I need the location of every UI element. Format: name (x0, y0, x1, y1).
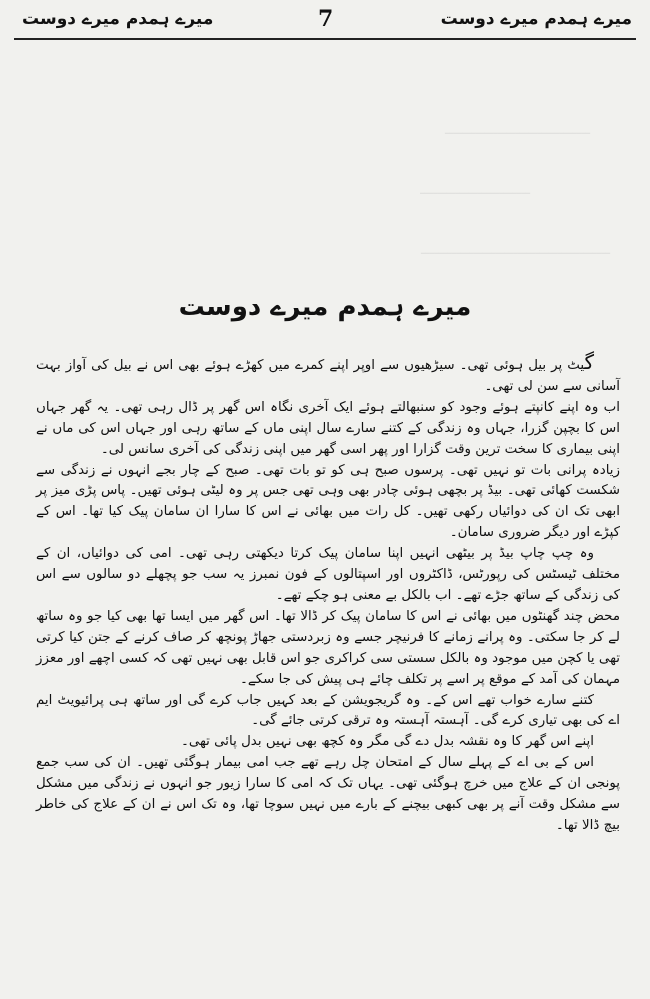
paragraph-1: گیٹ پر بیل ہوئی تھی۔ سیڑھیوں سے اوپر اپنے کمرے میں کھڑے ہوئے بھی اس نے بیل کی آواز بہت آسانی سے سن لی تھی۔ (36, 350, 620, 394)
paragraph-5: محض چند گھنٹوں میں بھائی نے اس کا سامان پیک کر ڈالا تھا۔ اس گھر میں ایسا تھا بھی کیا جو وہ ساتھ لے کر جا سکتی۔ وہ پرانے زمانے کا فرنیچر جسے وہ زبردستی جھاڑ پونچھ کر صاف کرنے کے جتن کیا کرتی تھی یا کچن میں موجود وہ بالکل سستی سی کراکری جو اس قابل بھی نہیں تھی کہ کسی اچھے اور معزز مہمان کی آمد کے موقع پر اسے پر تکلف چائے ہی پیش کی جا سکے۔ (36, 608, 620, 687)
paragraph-3: زیادہ پرانی بات تو نہیں تھی۔ پرسوں صبح ہی کو تو بات تھی۔ صبح کے چار بجے انہوں نے زندگی سے شکست کھائی تھی۔ بیڈ پر بچھی ہوئی چادر بھی وہی تھی جس پر وہ لیٹی ہوئی تھیں۔ پاس پڑی میز پر ابھی تک ان کی دوائیاں رکھی تھیں۔ کل رات میں بھائی نے اس کا سارا ان سامان پیک کیا تھا۔ اس کے کپڑے اور دیگر ضروری سامان۔ (36, 462, 620, 541)
show-through-ghost: ـــــــــــــــــــــــــــــــــــــــــــ (421, 240, 610, 258)
header-rule (14, 38, 636, 40)
page-number: 7 (318, 6, 334, 32)
paragraph-6: کتنے سارے خواب تھے اس کے۔ وہ گریجویشن کے بعد کہیں جاب کرے گی اور ساتھ ہی پرائیویٹ ایم اے کی بھی تیاری کرے گی۔ آہستہ آہستہ وہ ترقی کرتی جائے گی۔ (36, 692, 620, 729)
show-through-ghost: ـــــــــــــــــــــــــــــــــ (444, 120, 590, 138)
page-header (0, 0, 650, 42)
paragraph-7: اپنے اس گھر کا وہ نقشہ بدل دے گی مگر وہ کچھ بھی نہیں بدل پائی تھی۔ (180, 734, 594, 750)
chapter-title: میرے ہمدم میرے دوست (178, 292, 472, 322)
paragraph-8: اس کے بی اے کے پہلے سال کے امتحان چل رہے تھے جب امی بیمار ہوگئی تھیں۔ ان کی سب جمع پونجی ان کے علاج میں خرچ ہوگئی تھی۔ یہاں تک کہ امی کا سارا زیور جو انہوں نے زندگی میں مشکل سے مشکل وقت آنے پر بھی کبھی بیچنے کے بارے میں نہیں سوچا تھا، وہ تک اس نے ان کے علاج کی خاطر بیچ ڈالا تھا۔ (36, 755, 620, 833)
running-title-right: میرے ہمدم میرے دوست (440, 9, 632, 29)
paragraph-4: وہ چپ چاپ بیڈ پر بیٹھی انہیں اپنا سامان پیک کرتا دیکھتی رہی تھی۔ امی کی دوائیاں، ان کے مختلف ٹیسٹس کی رپورٹس، ڈاکٹروں اور اسپتالوں کے فون نمبرز یہ سب جو پچھلے دو سالوں سے اس کی زندگی کے ساتھ جڑے تھے۔ اب بالکل بے معنی ہو چکے تھے۔ (36, 546, 620, 603)
paragraph-2: اب وہ اپنے کانپتے ہوئے وجود کو سنبھالتے ہوئے ایک آخری نگاہ اس گھر پر ڈال رہی تھی۔ یہ گھر جہاں اس کا بچپن گزرا، جہاں وہ زندگی کے کتنے سارے سال اپنی ماں کے ساتھ رہی اور جہاں اس کی ماں نے اپنی بیماری کا سخت ترین وقت گزارا اور پھر اسی گھر میں اپنی زندگی کی آخری سانس لی۔ (36, 399, 620, 457)
show-through-ghost: ـــــــــــــــــــــــــ (420, 180, 530, 198)
body-text (36, 352, 620, 837)
running-title-left: میرے ہمدم میرے دوست (22, 9, 214, 29)
